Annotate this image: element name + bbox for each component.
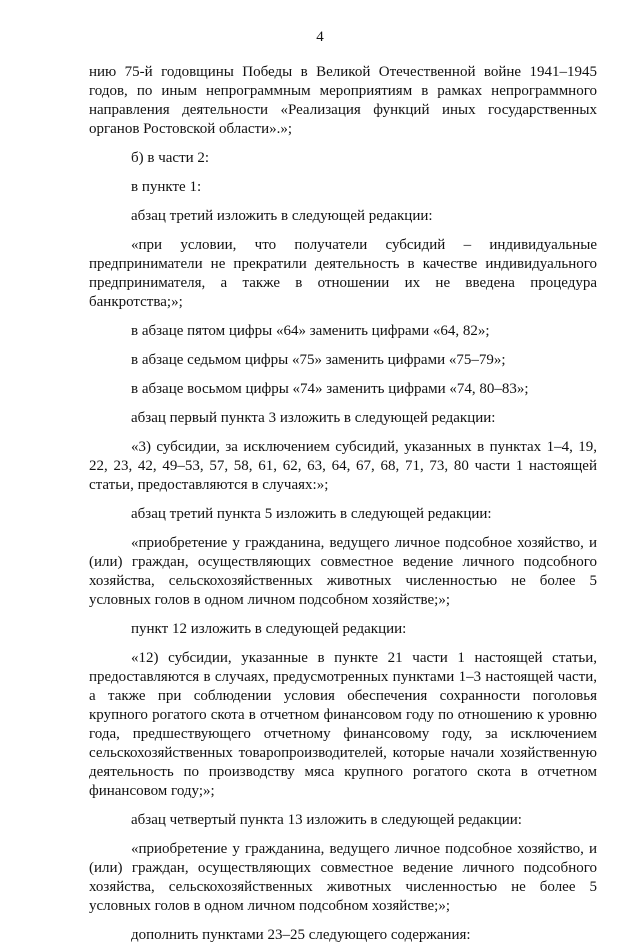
paragraph-amend-point-3: абзац первый пункта 3 изложить в следующей редакции: [131,410,496,426]
paragraph-amend-third: абзац третий изложить в следующей редакции: [131,208,433,224]
document-body [89,63,597,945]
paragraph-quote-acquisition: «приобретение у гражданина, ведущего личное подсобное хозяйство, и (или) граждан, осуществляющих совместное ведение личного подсобного хозяйства, сельскохозяйственных животных численностью не более 5 условных голов в одном личном подсобном хозяйстве;»; [89,535,597,608]
paragraph-quote-acquisition-2: «приобретение у гражданина, ведущего личное подсобное хозяйство, и (или) граждан, осуществляющих совместное ведение личного подсобного хозяйства, сельскохозяйственных животных численностью не более 5 условных голов в одном личном подсобном хозяйстве;»; [89,841,597,914]
paragraph-add-points: дополнить пунктами 23–25 следующего содержания: [131,927,471,943]
paragraph-quote-point-12: «12) субсидии, указанные в пункте 21 части 1 настоящей статьи, предоставляются в случаях, предусмотренных пунктами 1–3 настоящей части, а также при соблюдении условия обеспечения сохранности поголовья крупного рогатого скота в отчетном финансовом году по отношению к уровню года, предшествующего отчетному финансовому году, за исключением сельскохозяйственных товаропроизводителей, которые начали хозяйственную деятельность по производству мяса крупного рогатого скота в отчетном финансовом году;»; [89,650,597,799]
paragraph-amend-point-12: пункт 12 изложить в следующей редакции: [131,621,407,637]
paragraph-amend-point-5: абзац третий пункта 5 изложить в следующей редакции: [131,506,492,522]
paragraph-continuation: нию 75-й годовщины Победы в Великой Отечественной войне 1941–1945 годов, по иным непрограммным мероприятиям в рамках непрограммного направления деятельности «Реализация функций иных государственных органов Ростовской области».»; [89,64,597,137]
paragraph-amend-point-13: абзац четвертый пункта 13 изложить в следующей редакции: [131,812,522,828]
paragraph-quote-subsidies: «3) субсидии, за исключением субсидий, указанных в пунктах 1–4, 19, 22, 23, 42, 49–53, 57, 58, 61, 62, 63, 64, 67, 68, 71, 73, 80 части 1 настоящей статьи, предоставляются в случаях:»; [89,439,597,493]
page-number: 4 [316,29,324,45]
paragraph-seventh-digits: в абзаце седьмом цифры «75» заменить цифрами «75–79»; [131,352,506,368]
paragraph-point-1: в пункте 1: [131,179,202,195]
paragraph-fifth-digits: в абзаце пятом цифры «64» заменить цифрами «64, 82»; [131,323,490,339]
paragraph-quote-entrepreneurs: «при условии, что получатели субсидий – индивидуальные предприниматели не прекратили деятельность в качестве индивидуального предпринимателя, а также в отношении их не введена процедура банкротства;»; [89,237,597,310]
paragraph-part-2: б) в части 2: [131,150,210,166]
paragraph-eighth-digits: в абзаце восьмом цифры «74» заменить цифрами «74, 80–83»; [131,381,529,397]
